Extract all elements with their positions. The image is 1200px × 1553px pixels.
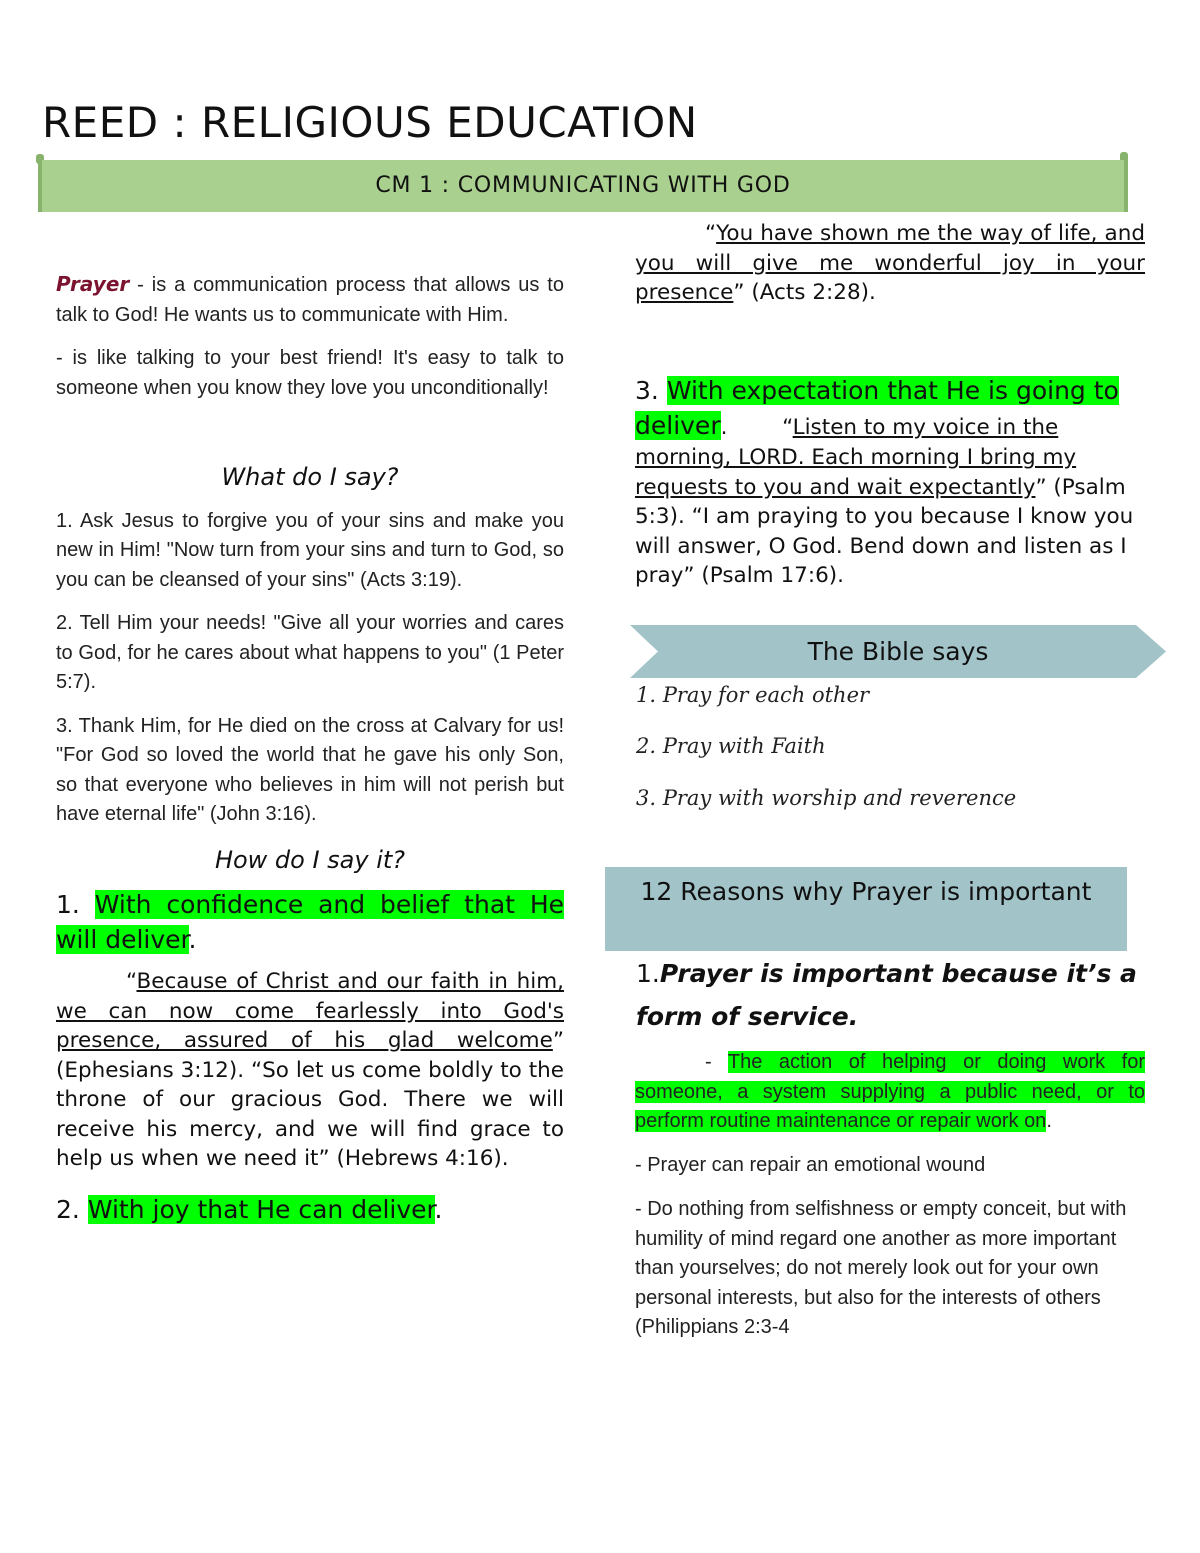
what-do-i-say-heading: What do I say? [221,463,399,491]
reasons-heading: 12 Reasons why Prayer is important [605,867,1127,951]
prayer-definition-2: - is like talking to your best friend! It's easy to talk to someone when you know they love you unconditionally! [56,347,564,399]
list-item: 1. Pray for each other [636,683,870,707]
how-point-1: 1. With confidence and belief that He will deliver. [56,890,564,954]
chapter-banner: CM 1 : COMMUNICATING WITH GOD [38,160,1128,212]
scripture-quote: “Because of Christ and our faith in him, we can now come fearlessly into God's presence, assured of his glad welcome” (Ephesians 3:12). “So let us come boldly to the throne of our gracious God. There we will receive his mercy, and we will find grace to help us when we need it” (Hebrews 4:16). [56,969,564,1171]
list-item: - Do nothing from selfishness or empty conceit, but with humility of mind regard one another as more important than yourselves; do not merely look out for your own personal interests, but also for the interests of others (Philippians 2:3-4 [635,1198,1127,1338]
page-title: REED : RELIGIOUS EDUCATION [42,98,698,147]
highlight: The action of helping or doing work for someone, a system supplying a public need, or to perform routine maintenance or repair work on [635,1051,1145,1132]
how-point-3: 3. With expectation that He is going to deliver . “Listen to my voice in the morning, LORD. Each morning I bring my requests to you and wait expectantly” (Psalm 5:3). “I am praying to you because I know you will answer, O God. Bend down and listen as I pray” (Psalm 17:6). [635,376,1134,588]
highlight: With confidence and belief that He will deliver [56,890,564,954]
bible-says-heading: The Bible says [807,637,989,666]
scripture-quote: “You have shown me the way of life, and you will give me wonderful joy in your presence” (Acts 2:28). [635,221,1145,305]
list-item: 2. Tell Him your needs! "Give all your worries and cares to God, for he cares about what happens to you" (1 Peter 5:7). [56,612,564,693]
how-point-2: 2. With joy that He can deliver. [56,1194,443,1224]
reason-1: 1.Prayer is important because it’s a form of service. [636,959,1137,1031]
highlight: With expectation that He is going to deliver [635,376,1119,440]
how-do-i-say-it-heading: How do I say it? [214,845,406,874]
list-item: 3. Thank Him, for He died on the cross at Calvary for us! "For God so loved the world that he gave his only Son, so that everyone who believes in him will not perish but have eternal life" (John 3:16). [56,714,564,825]
prayer-definition: Prayer - is a communication process that allows us to talk to God! He wants us to communicate with Him. [56,272,564,326]
list-item: - Prayer can repair an emotional wound [635,1153,986,1176]
list-item: 2. Pray with Faith [636,734,826,758]
highlight: With joy that He can deliver [87,1194,435,1224]
list-item: 1. Ask Jesus to forgive you of your sins and make you new in Him! "Now turn from your sins and turn to God, so you can be cleansed of your sins" (Acts 3:19). [56,509,564,591]
prayer-term: Prayer [56,272,130,296]
left-column [56,270,564,1227]
list-item: 3. Pray with worship and reverence [636,786,1017,810]
reason-1-detail: - The action of helping or doing work for someone, a system supplying a public need, or to perform routine maintenance or repair work on. - Prayer can repair an emotional wound - Do nothing from selfishness or empty conceit, but with humility of mind regard one another as more important than yourselves; do not merely look out for your own personal interests, but also for the interests of others (Philippians 2:3-4 [635,1048,1145,1343]
